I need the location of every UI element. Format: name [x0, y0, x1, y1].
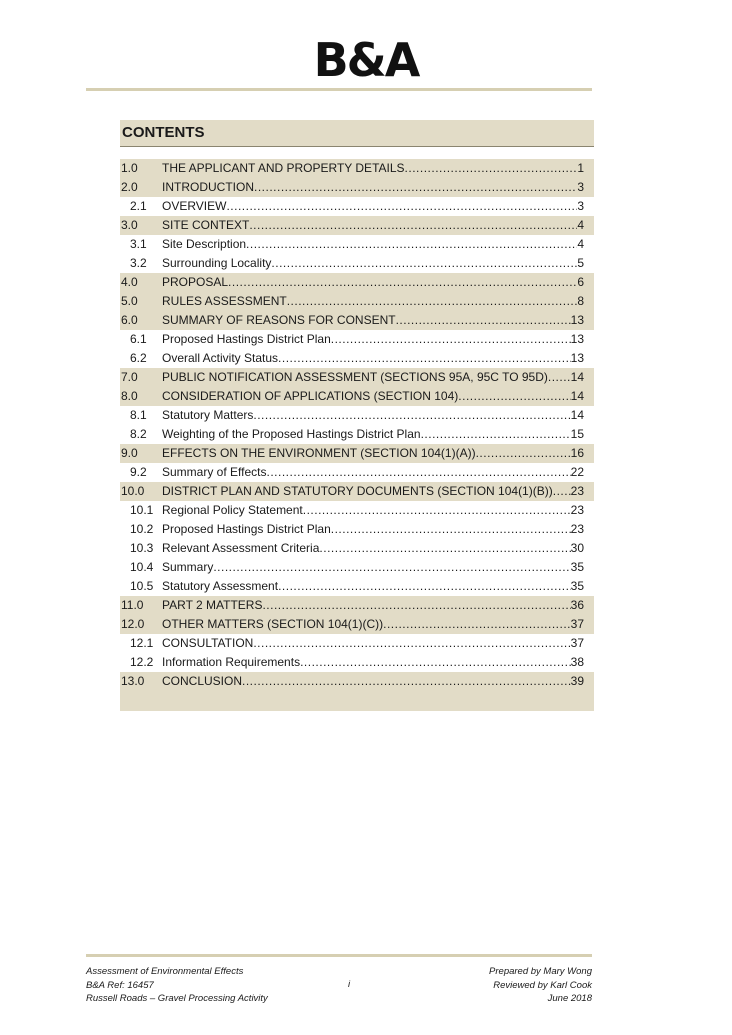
toc-entry-page: 35	[570, 560, 584, 574]
toc-entry-page: 36	[570, 598, 584, 612]
toc-entry-page: 23	[570, 484, 584, 498]
toc-entry-label: Proposed Hastings District Plan	[162, 332, 331, 346]
toc-entry-page: 14	[570, 389, 584, 403]
toc-entry-number: 10.2	[130, 522, 154, 536]
toc-entry-label: Information Requirements	[162, 655, 301, 669]
toc-entry-page: 15	[570, 427, 584, 441]
toc-entry-number: 10.1	[130, 503, 154, 517]
toc-entry-page: 23	[570, 503, 584, 517]
toc-entry-label: Summary of Effects	[162, 465, 267, 479]
toc-entry[interactable]	[120, 273, 594, 292]
toc-entry[interactable]	[120, 463, 594, 482]
footer-right	[489, 965, 592, 1006]
toc-leader-dots	[476, 444, 571, 463]
toc-entry-page: 35	[570, 579, 584, 593]
toc-entry-number: 4.0	[121, 275, 138, 289]
footer-project: Russell Roads – Gravel Processing Activity	[86, 993, 268, 1004]
toc-entry-number: 10.3	[130, 541, 154, 555]
contents-heading: CONTENTS	[120, 120, 594, 147]
toc-entry-page: 38	[570, 655, 584, 669]
toc-entry-label: THE APPLICANT AND PROPERTY DETAILS	[162, 161, 405, 175]
toc-entry-label: DISTRICT PLAN AND STATUTORY DOCUMENTS (SECTION 104(1)(B))	[162, 484, 553, 498]
toc-entry-page: 22	[570, 465, 584, 479]
toc-leader-dots	[405, 159, 578, 178]
toc-leader-dots	[458, 387, 570, 406]
toc-entry-number: 3.2	[130, 256, 147, 270]
toc-entry[interactable]	[120, 387, 594, 406]
toc-entry[interactable]	[120, 159, 594, 178]
toc-entry-label: OTHER MATTERS (SECTION 104(1)(C))	[162, 617, 384, 631]
toc-entry-label: RULES ASSESSMENT	[162, 294, 287, 308]
toc-entry-number: 8.1	[130, 408, 147, 422]
toc-entry-page: 37	[570, 617, 584, 631]
toc-leader-dots	[396, 311, 571, 330]
toc-leader-dots	[253, 634, 570, 653]
toc-leader-dots	[249, 216, 577, 235]
toc-entry[interactable]	[120, 501, 594, 520]
toc-entry-label: SUMMARY OF REASONS FOR CONSENT	[162, 313, 396, 327]
toc-entry-label: Statutory Assessment	[162, 579, 279, 593]
toc-leader-dots	[319, 539, 570, 558]
toc-entry[interactable]	[120, 653, 594, 672]
toc-entry[interactable]	[120, 482, 594, 501]
toc-entry-number: 9.0	[121, 446, 138, 460]
toc-leader-dots	[278, 349, 571, 368]
toc-leader-dots	[331, 520, 571, 539]
toc-entry-label: Weighting of the Proposed Hastings District Plan	[162, 427, 421, 441]
ba-logo: B&A	[313, 33, 419, 87]
toc-entry[interactable]	[120, 558, 594, 577]
toc-entry-page: 13	[570, 332, 584, 346]
toc-entry[interactable]	[120, 577, 594, 596]
toc-entry-number: 2.0	[121, 180, 138, 194]
toc-entry[interactable]	[120, 178, 594, 197]
footer-prepared-by: Prepared by Mary Wong	[489, 966, 592, 977]
toc-leader-dots	[246, 235, 577, 254]
toc-entry[interactable]	[120, 520, 594, 539]
toc-entry-page: 13	[570, 351, 584, 365]
toc-entry-page: 13	[570, 313, 584, 327]
toc-entry-label: INTRODUCTION	[162, 180, 254, 194]
toc-leader-dots	[421, 425, 571, 444]
toc-entry[interactable]	[120, 216, 594, 235]
toc-entry-number: 12.2	[130, 655, 154, 669]
toc-entry-number: 9.2	[130, 465, 147, 479]
toc-entry[interactable]	[120, 311, 594, 330]
toc-entry-page: 1	[577, 161, 584, 175]
footer-page-number: i	[348, 979, 351, 990]
page-footer	[86, 965, 592, 1007]
toc-entry-page: 14	[570, 370, 584, 384]
toc-end-band	[120, 691, 594, 711]
toc-leader-dots	[253, 406, 570, 425]
toc-entry-number: 10.4	[130, 560, 154, 574]
toc-entry-number: 3.1	[130, 237, 147, 251]
header-divider	[86, 88, 592, 91]
toc-leader-dots	[287, 292, 578, 311]
toc-entry[interactable]	[120, 368, 594, 387]
toc-entry-number: 10.0	[121, 484, 145, 498]
toc-entry-page: 39	[570, 674, 584, 688]
toc-leader-dots	[548, 368, 571, 387]
toc-entry[interactable]	[120, 425, 594, 444]
toc-entry-number: 6.1	[130, 332, 147, 346]
toc-leader-dots	[331, 330, 571, 349]
toc-leader-dots	[262, 596, 570, 615]
toc-leader-dots	[553, 482, 571, 501]
toc-entry-label: CONSIDERATION OF APPLICATIONS (SECTION 104)	[162, 389, 459, 403]
toc-entry[interactable]	[120, 444, 594, 463]
toc-entry-number: 7.0	[121, 370, 138, 384]
toc-entry-label: Overall Activity Status	[162, 351, 279, 365]
toc-entry[interactable]	[120, 235, 594, 254]
toc-entries	[120, 159, 594, 691]
toc-leader-dots	[242, 672, 571, 691]
toc-entry-label: Site Description	[162, 237, 247, 251]
toc-entry-number: 12.0	[121, 617, 145, 631]
toc-entry-number: 1.0	[121, 161, 138, 175]
footer-reviewed-by: Reviewed by Karl Cook	[493, 979, 592, 991]
toc-entry-label: Proposed Hastings District Plan	[162, 522, 331, 536]
toc-entry-label: SITE CONTEXT	[162, 218, 250, 232]
toc-entry-label: Statutory Matters	[162, 408, 254, 422]
toc-leader-dots	[300, 653, 571, 672]
toc-entry-page: 8	[577, 294, 584, 308]
toc-entry[interactable]	[120, 330, 594, 349]
toc-entry-label: Surrounding Locality	[162, 256, 272, 270]
toc-leader-dots	[226, 197, 577, 216]
table-of-contents	[120, 120, 594, 711]
toc-entry[interactable]	[120, 197, 594, 216]
toc-entry-page: 37	[570, 636, 584, 650]
toc-entry[interactable]	[120, 349, 594, 368]
footer-document-title: Assessment of Environmental Effects	[86, 966, 244, 977]
toc-entry-number: 8.0	[121, 389, 138, 403]
toc-entry-number: 5.0	[121, 294, 138, 308]
footer-reference: B&A Ref: 16457	[86, 979, 154, 991]
toc-entry-page: 23	[570, 522, 584, 536]
toc-entry-label: Relevant Assessment Criteria	[162, 541, 320, 555]
toc-entry-number: 8.2	[130, 427, 147, 441]
toc-entry-label: PROPOSAL	[162, 275, 229, 289]
toc-entry-number: 11.0	[121, 598, 144, 612]
toc-entry[interactable]	[120, 254, 594, 273]
toc-leader-dots	[266, 463, 570, 482]
toc-entry-page: 30	[570, 541, 584, 555]
toc-entry-page: 16	[570, 446, 584, 460]
footer-date: June 2018	[547, 993, 592, 1004]
toc-entry-label: CONCLUSION	[162, 674, 243, 688]
footer-divider	[86, 954, 592, 957]
toc-entry[interactable]	[120, 406, 594, 425]
toc-entry[interactable]	[120, 615, 594, 634]
toc-entry-label: EFFECTS ON THE ENVIRONMENT (SECTION 104(1)(A))	[162, 446, 476, 460]
toc-entry-page: 14	[570, 408, 584, 422]
toc-entry-page: 4	[577, 218, 584, 232]
toc-entry-label: PUBLIC NOTIFICATION ASSESSMENT (SECTIONS 95A, 95C TO 95D)	[162, 370, 548, 384]
toc-entry-number: 3.0	[121, 218, 138, 232]
toc-entry-number: 6.2	[130, 351, 147, 365]
toc-entry-label: PART 2 MATTERS	[162, 598, 263, 612]
toc-leader-dots	[303, 501, 571, 520]
toc-entry-label: OVERVIEW	[162, 199, 227, 213]
toc-entry-number: 6.0	[121, 313, 138, 327]
toc-entry-number: 2.1	[130, 199, 147, 213]
toc-entry[interactable]	[120, 292, 594, 311]
toc-entry-label: CONSULTATION	[162, 636, 254, 650]
toc-entry-number: 10.5	[130, 579, 154, 593]
toc-entry-number: 13.0	[121, 674, 145, 688]
toc-entry-page: 3	[577, 199, 584, 213]
toc-leader-dots	[254, 178, 577, 197]
toc-leader-dots	[383, 615, 571, 634]
toc-entry[interactable]	[120, 634, 594, 653]
toc-entry[interactable]	[120, 672, 594, 691]
toc-entry-page: 4	[577, 237, 584, 251]
toc-leader-dots	[278, 577, 571, 596]
toc-leader-dots	[271, 254, 577, 273]
toc-leader-dots	[228, 273, 577, 292]
toc-entry-page: 6	[577, 275, 584, 289]
toc-entry[interactable]	[120, 539, 594, 558]
toc-entry-label: Regional Policy Statement	[162, 503, 303, 517]
toc-entry-page: 3	[577, 180, 584, 194]
footer-left	[86, 965, 268, 1006]
toc-entry[interactable]	[120, 596, 594, 615]
toc-entry-page: 5	[577, 256, 584, 270]
toc-entry-label: Summary	[162, 560, 214, 574]
toc-entry-number: 12.1	[130, 636, 154, 650]
toc-leader-dots	[213, 558, 570, 577]
